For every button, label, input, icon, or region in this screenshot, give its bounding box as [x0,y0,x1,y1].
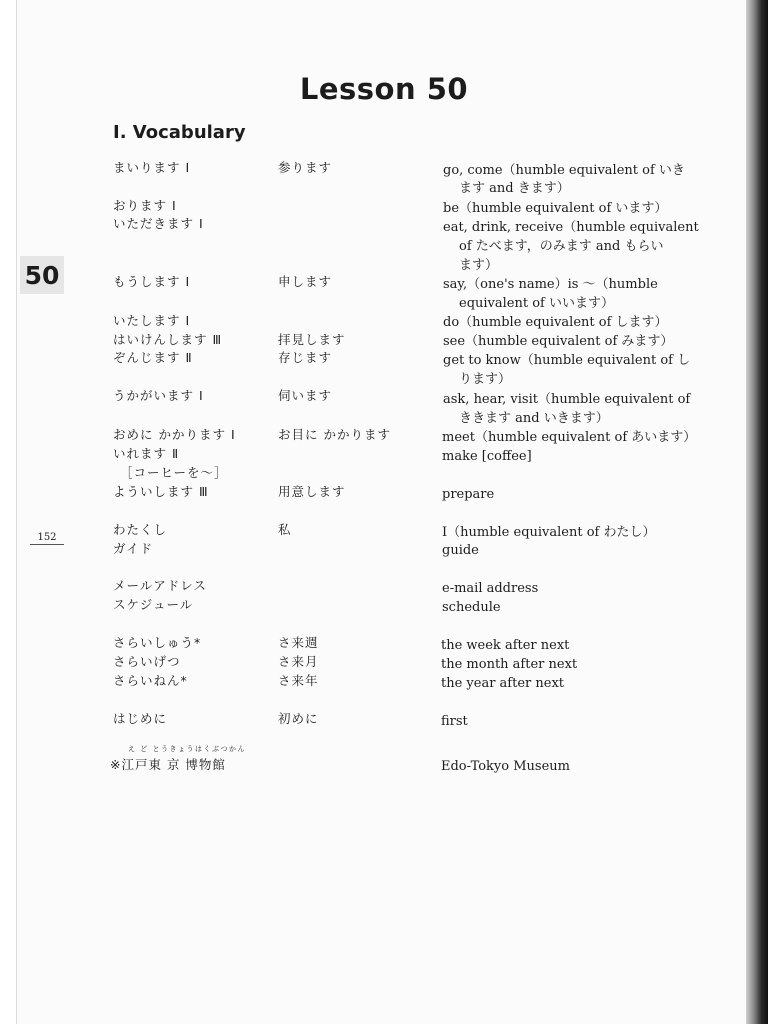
vocab-kanji: さ来月 [278,654,319,669]
vocab-kanji: 参ります [278,160,333,175]
page-number: 152 [30,532,64,545]
vocab-kanji: 初めに [278,711,319,726]
vocab-reading-note: ［コーヒーを～］ [120,465,228,480]
vocab-meaning: eat, drink, receive（humble equivalent [443,220,699,235]
vocab-meaning: say,（one's name）is ～（humble [443,277,658,292]
vocab-reading: ぞんじます Ⅱ [113,350,193,365]
vocab-meaning: go, come（humble equivalent of いき [443,163,685,178]
vocab-meaning: get to know（humble equivalent of し [443,353,691,368]
vocab-kanji: 伺います [278,388,333,403]
vocab-kanji: お目に かかります [278,427,391,442]
vocab-meaning: make [coffee] [442,449,532,464]
vocab-reading: いたします I [113,313,191,328]
vocab-reading: おります I [113,198,177,213]
vocab-reading: ※江戸東 京 博物館 [110,757,226,772]
vocab-kanji: 用意します [278,484,346,499]
vocab-meaning: ask, hear, visit（humble equivalent of [443,392,691,407]
vocab-kanji: 拝見します [278,332,346,347]
vocab-kanji: 存じます [278,350,333,365]
vocab-reading: うかがいます I [113,388,204,403]
vocab-reading: おめに かかります I [113,427,236,442]
furigana: え ど とうきょうはくぶつかん [128,745,246,753]
vocab-kanji: さ来週 [278,635,319,650]
vocab-reading: スケジュール [113,597,194,612]
vocab-meaning: the year after next [441,676,565,691]
vocab-meaning: meet（humble equivalent of あいます） [442,430,697,445]
vocab-meaning-cont: ります） [459,372,512,387]
vocab-reading: メールアドレス [113,578,207,593]
vocab-meaning: Edo-Tokyo Museum [441,759,570,774]
book-page [16,0,755,1024]
vocab-meaning: I（humble equivalent of わたし） [442,525,656,540]
vocab-reading: まいります I [113,160,191,175]
vocab-reading: もうします I [113,274,191,289]
lesson-title: Lesson 50 [299,72,469,106]
vocab-reading: はじめに [113,711,168,726]
vocab-reading: さらいねん* [113,673,188,688]
vocab-kanji: 申します [278,274,333,289]
vocab-kanji: さ来年 [278,673,319,688]
vocab-reading: さらいげつ [113,654,181,669]
vocab-meaning: first [441,714,468,729]
vocab-meaning: guide [442,543,479,558]
vocab-meaning: prepare [442,487,495,502]
vocab-meaning: schedule [442,600,501,615]
vocab-meaning-cont: ます） [459,258,499,273]
vocab-reading: わたくし [113,522,168,537]
vocab-meaning: the week after next [441,638,570,653]
vocab-meaning-cont: ききます and いきます） [459,411,609,426]
vocab-meaning-cont: equivalent of いいます） [459,296,614,311]
vocab-reading: よういします Ⅲ [113,484,209,499]
vocab-reading: ガイド [113,541,154,556]
vocab-meaning: the month after next [441,657,578,672]
section-title: I. Vocabulary [113,122,246,143]
vocab-reading: いれます Ⅱ [113,446,180,461]
vocab-kanji: 私 [278,522,292,537]
book-spine-shadow [746,0,768,1024]
vocab-reading: はいけんします Ⅲ [113,332,223,347]
vocab-meaning: see（humble equivalent of みます） [443,334,674,349]
vocab-meaning: do（humble equivalent of します） [443,315,668,330]
vocab-meaning: be（humble equivalent of います） [443,201,668,216]
vocab-meaning-cont: ます and きます） [459,181,570,196]
vocab-meaning-cont: of たべます，のみます and もらい [459,239,664,254]
vocab-meaning: e-mail address [442,581,539,596]
lesson-tab-marker: 50 [20,256,64,294]
vocab-reading: さらいしゅう* [113,635,202,650]
vocab-reading: いただきます I [113,216,204,231]
